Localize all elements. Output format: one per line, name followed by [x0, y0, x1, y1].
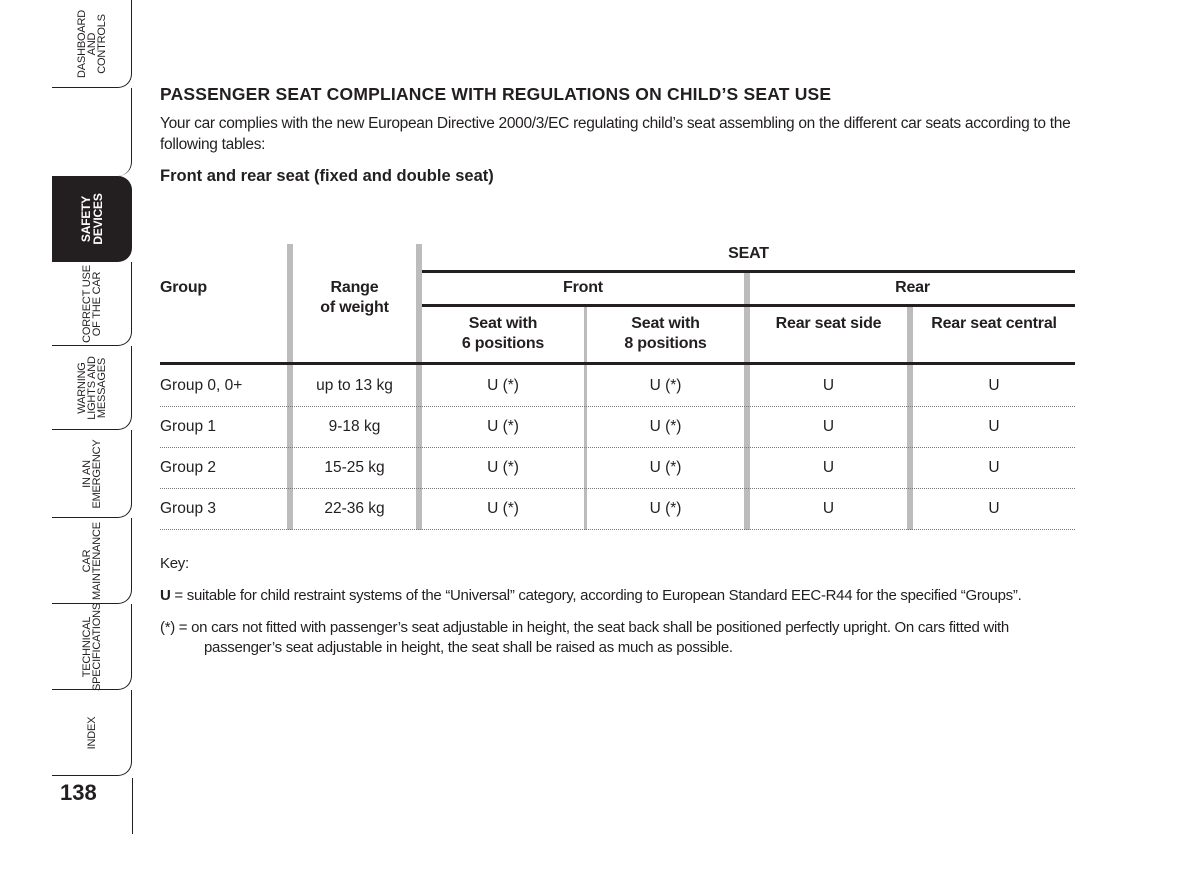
section-title: PASSENGER SEAT COMPLIANCE WITH REGULATIONS ON CHILD’S SEAT USE	[160, 84, 832, 104]
tab-spacer	[52, 88, 132, 176]
subheader-rear-central: Rear seat central	[931, 315, 1057, 332]
row-seat-cell: U (*)	[649, 459, 682, 476]
header-rule	[422, 304, 1075, 307]
header-rule	[422, 270, 1075, 273]
tab-label: TECHNICAL SPECIFICATIONS	[80, 602, 103, 691]
key-star-definition: (*) = on cars not fitted with passenger’s seat adjustable in height, the seat back shall be positioned perfectly upright. On cars fitted with passenger’s seat adjustable in height, the seat shall be raised as much as possible.	[160, 619, 1009, 656]
key-title: Key:	[160, 555, 189, 572]
row-group-cell: Group 2	[160, 459, 217, 476]
subheader-rear-side: Rear seat side	[775, 315, 882, 332]
key-u-text: = suitable for child restraint systems of the “Universal” category, according to European Standard EEC-R44 for the specified “Groups”.	[170, 587, 1022, 604]
row-group-cell: Group 3	[160, 500, 217, 517]
header-group: Group	[160, 279, 207, 296]
page-edge-line	[132, 778, 133, 834]
page-number: 138	[60, 780, 97, 805]
row-seat-cell: U (*)	[487, 500, 519, 517]
row-seat-cell: U (*)	[487, 377, 519, 394]
row-weight-cell: up to 13 kg	[316, 377, 393, 394]
subheader-front-6: Seat with 6 positions	[461, 315, 545, 352]
tab-technical-specifications[interactable]	[52, 604, 132, 690]
row-seat-cell: U	[988, 459, 1000, 476]
row-seat-cell: U	[822, 459, 835, 476]
row-seat-cell: U	[822, 377, 835, 394]
row-weight-cell: 22-36 kg	[324, 500, 385, 517]
child-seat-compliance-table	[160, 244, 1075, 544]
row-seat-cell: U	[822, 418, 835, 435]
header-front: Front	[563, 279, 603, 296]
subheader-front-8: Seat with 8 positions	[624, 315, 707, 352]
tab-label: IN AN EMERGENCY	[80, 438, 103, 509]
tab-correct-use[interactable]	[52, 262, 132, 346]
key-u-definition	[160, 586, 1075, 606]
tab-safety-devices[interactable]	[52, 176, 132, 262]
row-seat-cell: U	[988, 418, 1000, 435]
row-divider	[160, 488, 1075, 489]
row-divider	[160, 447, 1075, 448]
row-group-cell: Group 1	[160, 418, 217, 435]
tab-label: WARNING LIGHTS AND MESSAGES	[75, 355, 108, 420]
column-divider	[744, 272, 750, 530]
tab-label: CAR MAINTENANCE	[80, 521, 103, 600]
header-seat: SEAT	[728, 245, 769, 262]
row-divider	[160, 529, 1075, 530]
header-bottom-rule	[160, 362, 1075, 365]
row-seat-cell: U	[822, 500, 835, 517]
row-seat-cell: U	[988, 377, 1000, 394]
row-group-cell: Group 0, 0+	[160, 377, 243, 394]
table-key	[160, 554, 1075, 658]
row-seat-cell: U (*)	[649, 418, 682, 435]
tab-label: DASHBOARD AND CONTROLS	[75, 9, 108, 78]
intro-paragraph: Your car complies with the new European Directive 2000/3/EC regulating child’s seat assembling on the different car seats according to the following tables:	[160, 115, 1071, 153]
tab-label: SAFETY DEVICES	[78, 192, 105, 245]
row-divider	[160, 406, 1075, 407]
row-weight-cell: 9-18 kg	[328, 418, 381, 435]
row-seat-cell: U (*)	[649, 377, 682, 394]
tab-warning-lights[interactable]	[52, 346, 132, 430]
row-seat-cell: U (*)	[487, 459, 519, 476]
row-seat-cell: U	[988, 500, 1000, 517]
main-content	[160, 84, 1075, 517]
row-seat-cell: U (*)	[649, 500, 682, 517]
header-range-of-weight: Range of weight	[320, 279, 389, 316]
tab-label: INDEX	[85, 716, 98, 749]
tab-car-maintenance[interactable]	[52, 518, 132, 604]
chapter-tab-strip	[0, 0, 140, 886]
key-u-symbol: U	[160, 587, 171, 604]
table-subtitle: Front and rear seat (fixed and double seat)	[160, 167, 494, 185]
row-weight-cell: 15-25 kg	[324, 459, 385, 476]
tab-label: CORRECT USE OF THE CAR	[80, 264, 103, 343]
tab-in-an-emergency[interactable]	[52, 430, 132, 518]
tab-dashboard-and-controls[interactable]	[52, 0, 132, 88]
tab-index[interactable]	[52, 690, 132, 776]
header-rear: Rear	[895, 279, 930, 296]
row-seat-cell: U (*)	[487, 418, 519, 435]
